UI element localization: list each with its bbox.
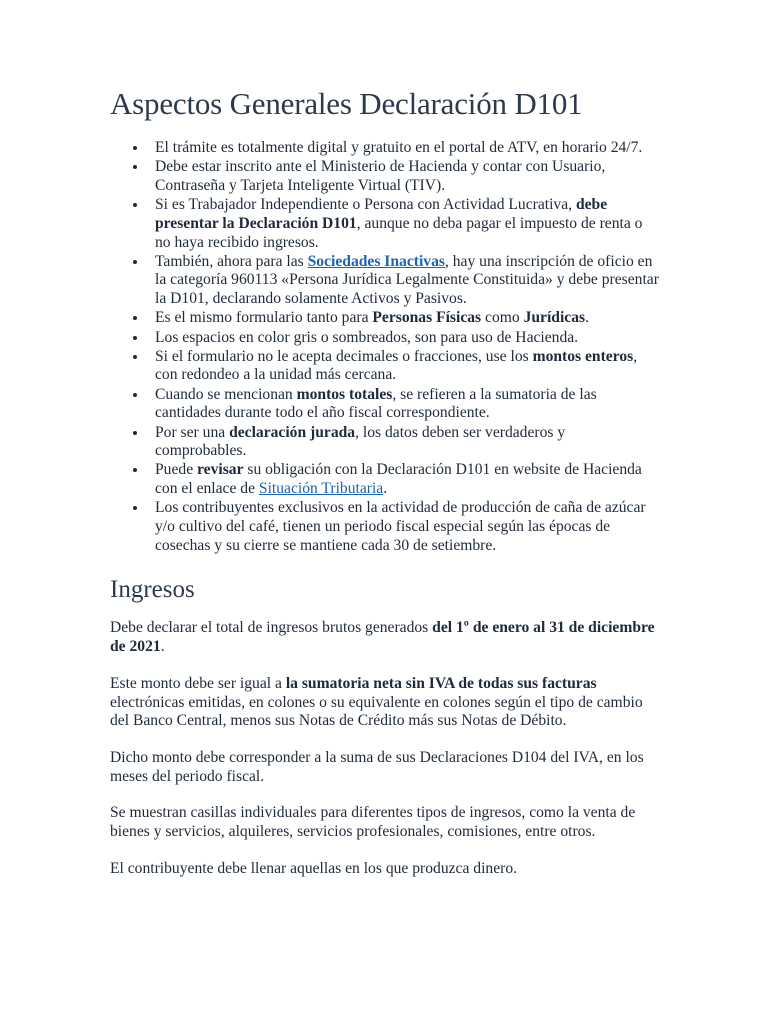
paragraph: Se muestran casillas individuales para diferentes tipos de ingresos, como la venta de bienes y servicios, alquileres, servicios profesionales, comisiones, entre otros. — [110, 804, 636, 841]
bold-text: montos totales — [296, 385, 393, 403]
bold-text: debe presentar la Declaración D101 — [155, 196, 608, 232]
bold-text: declaración jurada — [229, 423, 356, 441]
list-item: Debe estar inscrito ante el Ministerio de Hacienda y contar con Usuario, Contraseña y Tarjeta Inteligente Virtual (TIV). — [155, 158, 660, 195]
page-title: Aspectos Generales Declaración D101 — [110, 86, 583, 121]
general-aspects-list — [110, 139, 660, 555]
bold-text: revisar — [197, 461, 244, 479]
bold-text: Personas Físicas — [372, 309, 482, 327]
bold-text: montos enteros — [532, 347, 634, 365]
list-item: Es el mismo formulario tanto para Personas Físicas como Jurídicas. — [155, 309, 660, 328]
list-item: Cuando se mencionan montos totales, se refieren a la sumatoria de las cantidades durante todo el año fiscal correspondiente. — [155, 386, 660, 423]
paragraph: Debe declarar el total de ingresos brutos generados del 1º de enero al 31 de diciembre de 2021. — [110, 619, 655, 656]
list-item: Si el formulario no le acepta decimales o fracciones, use los montos enteros, con redondeo a la unidad más cercana. — [155, 348, 660, 385]
section-title-ingresos: Ingresos — [110, 576, 195, 604]
list-item: Por ser una declaración jurada, los datos deben ser verdaderos y comprobables. — [155, 424, 660, 461]
paragraph: Este monto debe ser igual a la sumatoria neta sin IVA de todas sus facturas electrónicas emitidas, en colones o su equivalente en colones según el tipo de cambio del Banco Central, menos sus Notas de Crédito más sus Notas de Débito. — [110, 674, 643, 730]
list-item: Los contribuyentes exclusivos en la actividad de producción de caña de azúcar y/o cultivo del café, tienen un periodo fiscal especial según las épocas de cosechas y su cierre se mantiene cada 30 de setiembre. — [155, 499, 660, 555]
sociedades-inactivas-link[interactable]: Sociedades Inactivas — [307, 252, 445, 270]
list-item: Puede revisar su obligación con la Declaración D101 en website de Hacienda con el enlace de Situación Tributaria. — [155, 461, 660, 498]
document-content — [110, 86, 660, 897]
paragraph: El contribuyente debe llenar aquellas en los que produzca dinero. — [110, 859, 518, 877]
list-item: Si es Trabajador Independiente o Persona con Actividad Lucrativa, debe presentar la Declaración D101, aunque no deba pagar el impuesto de renta o no haya recibido ingresos. — [155, 196, 660, 252]
list-item: También, ahora para las Sociedades Inactivas, hay una inscripción de oficio en la categoría 960113 «Persona Jurídica Legalmente Constituida» y debe presentar la D101, declarando solamente Activos y Pasivos. — [155, 252, 659, 308]
list-item: El trámite es totalmente digital y gratuito en el portal de ATV, en horario 24/7. — [155, 139, 660, 158]
paragraph: Dicho monto debe corresponder a la suma de sus Declaraciones D104 del IVA, en los meses del periodo fiscal. — [110, 748, 644, 785]
situacion-tributaria-link[interactable]: Situación Tributaria — [258, 480, 384, 498]
bold-text: Jurídicas — [523, 309, 586, 327]
list-item: Los espacios en color gris o sombreados, son para uso de Hacienda. — [155, 329, 660, 348]
bold-text: la sumatoria neta sin IVA de todas sus facturas — [285, 674, 597, 692]
bold-text: del 1º de enero al 31 de diciembre de 2021 — [110, 619, 655, 656]
